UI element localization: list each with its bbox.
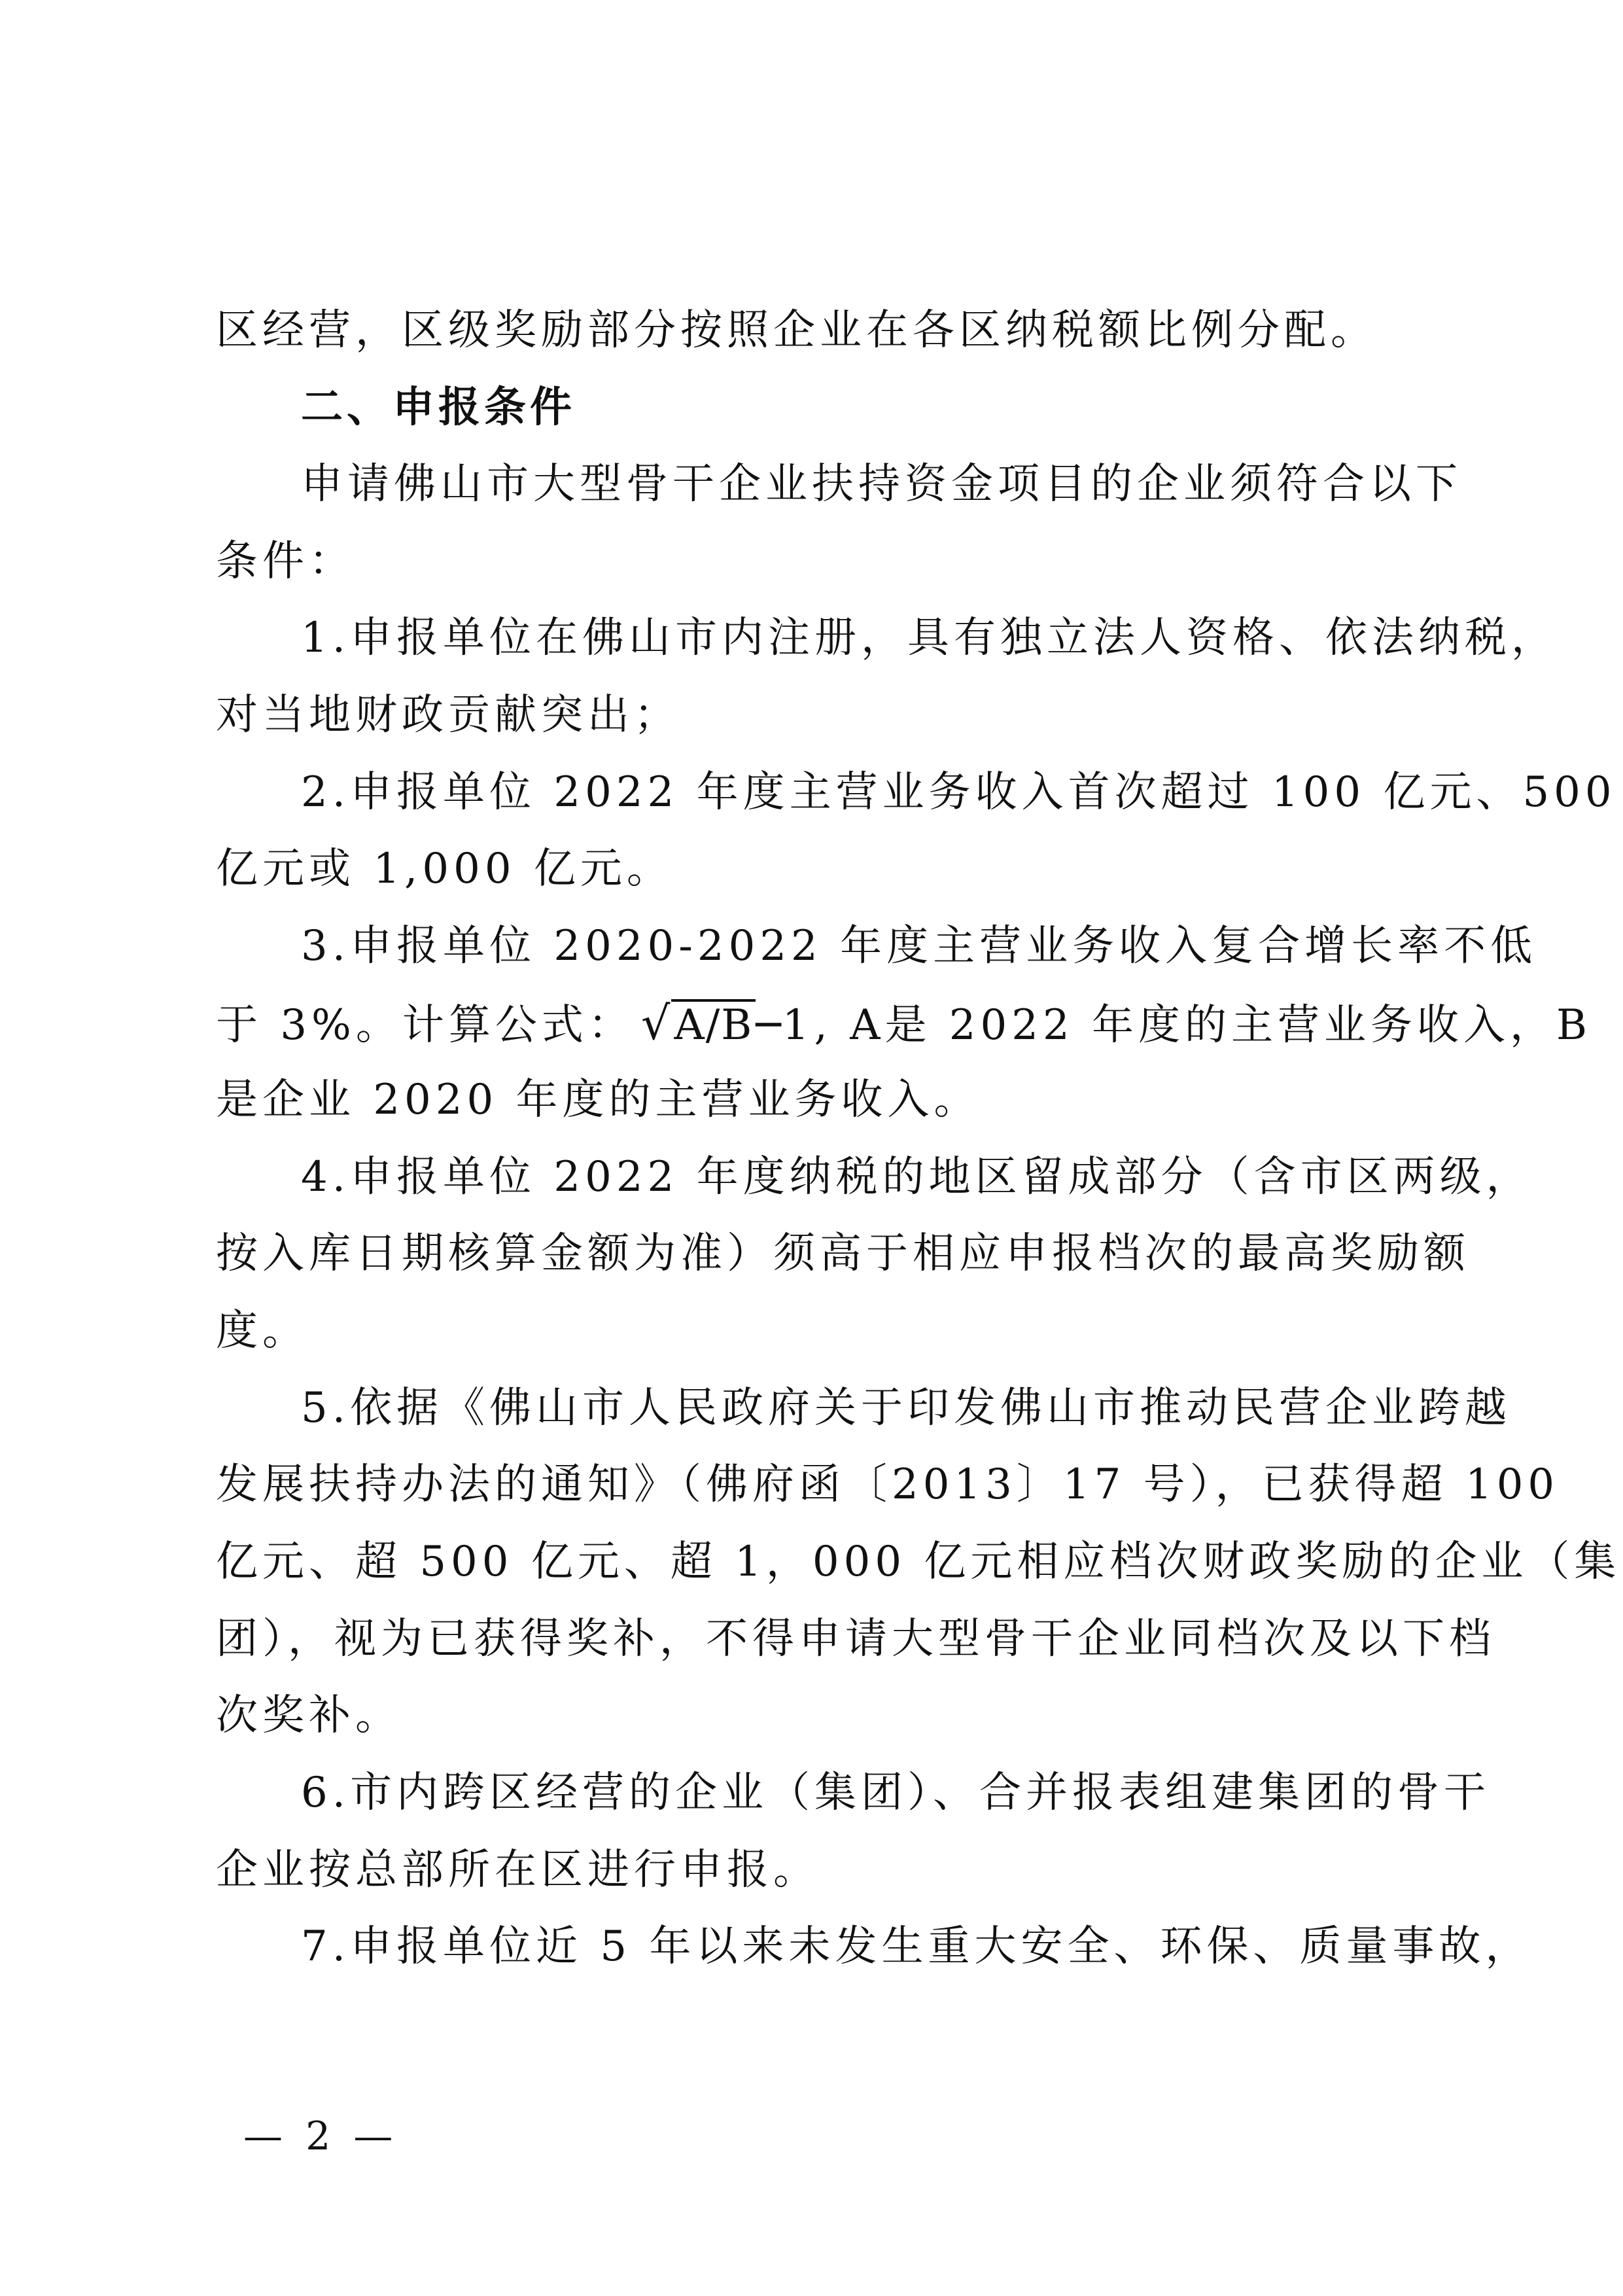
list-item-6-line: 企业按总部所在区进行申报。 — [216, 1846, 820, 1894]
list-item-2-line: 2.申报单位 2022 年度主营业务收入首次超过 100 亿元、500 — [301, 768, 1616, 817]
sqrt-symbol: √ — [640, 997, 672, 1050]
formula-explanation: , A是 2022 年度的主营业务收入，B — [814, 1001, 1592, 1050]
list-item-3-formula-line — [216, 997, 1592, 1050]
formula-intro: 于 3%。计算公式： — [216, 1001, 635, 1050]
list-item-5-line: 5.依据《佛山市人民政府关于印发佛山市推动民营企业跨越 — [301, 1384, 1512, 1432]
formula-radicand: A/B — [671, 999, 756, 1049]
list-item-1-line: 对当地财政贡献突出； — [216, 691, 680, 739]
list-item-4-line: 4.申报单位 2022 年度纳税的地区留成部分（含市区两级， — [301, 1153, 1533, 1201]
list-item-5-line: 团），视为已获得奖补，不得申请大型骨干企业同档次及以下档 — [216, 1615, 1495, 1663]
paragraph-line: 区经营，区级奖励部分按照企业在各区纳税额比例分配。 — [216, 306, 1377, 355]
list-item-2-line: 亿元或 1,000 亿元。 — [216, 845, 673, 893]
sqrt-formula — [641, 997, 811, 1051]
list-item-5-line: 亿元、超 500 亿元、超 1，000 亿元相应档次财政奖励的企业（集 — [216, 1538, 1621, 1586]
page-number: — 2 — — [243, 2113, 398, 2159]
list-item-5-line: 发展扶持办法的通知》（佛府函〔2013〕17 号），已获得超 100 — [216, 1460, 1560, 1509]
paragraph-line: 申请佛山市大型骨干企业扶持资金项目的企业须符合以下 — [301, 460, 1462, 508]
list-item-3-line: 3.申报单位 2020-2022 年度主营业务收入复合增长率不低 — [301, 922, 1537, 970]
list-item-4-line: 按入库日期核算金额为准）须高于相应申报档次的最高奖励额 — [216, 1229, 1470, 1278]
formula-suffix: ─1 — [756, 1001, 811, 1050]
paragraph-line: 条件： — [216, 537, 355, 586]
list-item-7-line: 7.申报单位近 5 年以来未发生重大安全、环保、质量事故， — [301, 1922, 1532, 1971]
list-item-1-line: 1.申报单位在佛山市内注册，具有独立法人资格、依法纳税， — [301, 614, 1558, 662]
section-heading: 二、申报条件 — [301, 383, 576, 432]
list-item-5-line: 次奖补。 — [216, 1691, 402, 1740]
list-item-4-line: 度。 — [216, 1307, 309, 1355]
list-item-6-line: 6.市内跨区经营的企业（集团）、合并报表组建集团的骨干 — [301, 1769, 1491, 1817]
list-item-3-line: 是企业 2020 年度的主营业务收入。 — [216, 1076, 981, 1124]
